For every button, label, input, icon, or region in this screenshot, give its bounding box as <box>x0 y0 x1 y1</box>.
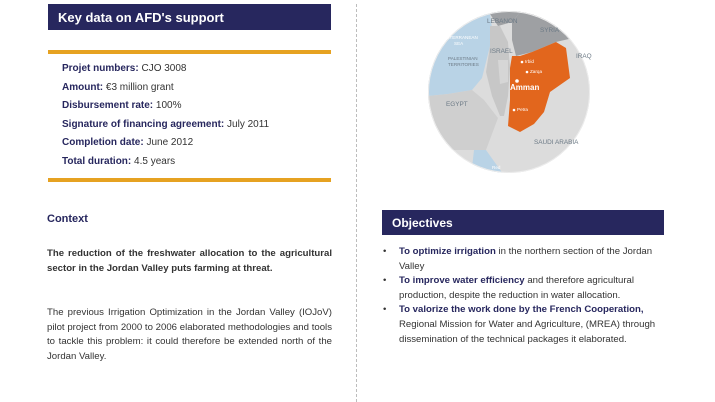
key-data-row: Disbursement rate: 100% <box>62 100 182 111</box>
map-label-egypt: EGYPT <box>446 101 468 108</box>
context-lead: The reduction of the freshwater allocation to the agricultural sector in the Jordan Valley puts farming at threat. <box>47 248 332 274</box>
key-data-list <box>62 60 332 171</box>
map-label-syria: SYRIA <box>540 27 560 34</box>
key-data-row: Signature of financing agreement: July 2011 <box>62 118 270 130</box>
key-data-row: Total duration: 4.5 years <box>62 155 176 167</box>
context-title: Context <box>47 213 88 225</box>
column-divider <box>356 4 357 402</box>
city-dot-irbid <box>521 61 524 64</box>
map-label-irbid: Irbid <box>525 59 534 64</box>
map-label-palestinian: PALESTINIAN <box>448 56 478 61</box>
jordan-map <box>428 0 590 190</box>
objectives-list <box>381 245 663 347</box>
map-label-lebanon: LEBANON <box>487 18 518 25</box>
map-label-saudi-arabia: SAUDI ARABIA <box>534 139 579 146</box>
map-label-med-sea-2: SEA <box>454 41 464 46</box>
map-label-zarqa: Zarqa <box>530 69 543 74</box>
objective-item: • To improve water efficiency and therefore agricultural production, despite the reduction in water allocation. <box>383 275 634 301</box>
map-label-red-sea-2: Sea <box>492 171 501 176</box>
objectives-title: Objectives <box>392 215 453 230</box>
objective-item: • To valorize the work done by the French Cooperation, Regional Mission for Water and Agriculture, (MREA) through dissemination of the technical packages it elaborated. <box>383 304 656 345</box>
map-label-red-sea: Red <box>492 165 501 170</box>
map-label-israel: ISRAEL <box>490 48 513 55</box>
objectives-banner <box>382 210 664 235</box>
city-dot-zarqa <box>526 71 529 74</box>
city-dot-petra <box>513 109 516 112</box>
map-label-territories: TERRITORIES <box>448 62 479 67</box>
key-data-row: Projet numbers: CJO 3008 <box>62 63 187 74</box>
key-data-top-rule <box>48 50 331 54</box>
context-body: The previous Irrigation Optimization in the Jordan Valley (IOJoV) pilot project from 2000 to 2006 elaborated methodologies and tools to tackle this problem: it could therefore be extended north of the Jordan Valley. <box>47 307 332 362</box>
map-label-iraq: IRAQ <box>576 53 592 60</box>
map-label-petra: Petra <box>517 107 528 112</box>
key-data-bottom-rule <box>48 178 331 182</box>
map-label-amman: Amman <box>510 83 540 92</box>
key-data-banner <box>48 4 331 30</box>
key-data-row: Completion date: June 2012 <box>62 137 194 148</box>
key-data-row: Amount: €3 million grant <box>62 81 174 93</box>
objective-item: • To optimize irrigation in the northern section of the Jordan Valley <box>383 246 653 272</box>
key-data-title: Key data on AFD's support <box>58 9 224 25</box>
map-label-med-sea: MEDITERRANEAN <box>438 35 478 40</box>
